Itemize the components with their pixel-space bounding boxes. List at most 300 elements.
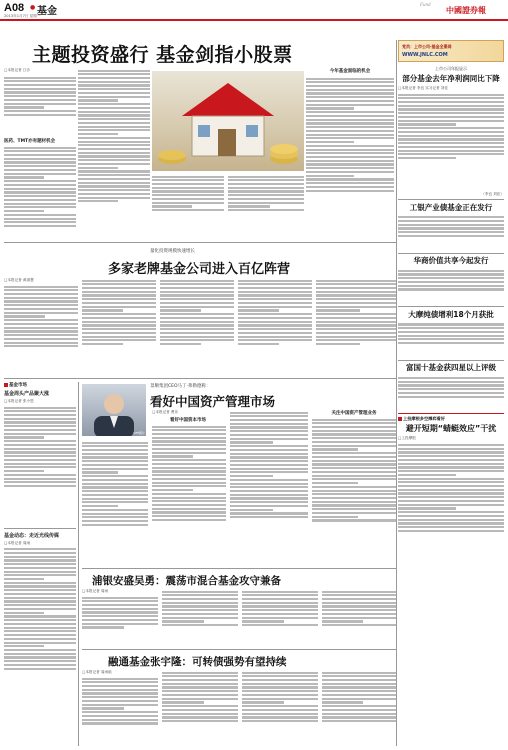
right-s6-text [398,442,504,572]
text-line [4,664,76,666]
text-line [78,189,150,191]
text-line [398,463,504,465]
text-line [4,668,76,670]
text-line [162,613,238,615]
right-s1-text [398,92,504,192]
text-line [322,594,396,596]
text-line [306,111,394,113]
text-line [160,324,234,326]
text-line [312,497,396,499]
text-line [162,672,238,674]
text-line [238,343,279,345]
text-line [242,713,318,715]
text-line [82,678,158,680]
text-line [238,313,312,315]
pe-col-2 [152,424,226,566]
text-line [398,519,504,521]
text-line [4,84,76,86]
text-line [78,114,150,116]
right-s5-headline: 富国十基金获四星以上评级 [406,363,496,373]
text-line [152,497,226,499]
text-line [228,198,304,200]
right-rule-5 [398,413,504,414]
text-line [78,70,150,72]
text-line [238,336,312,338]
text-line [82,456,148,458]
lead-column-3 [152,174,224,232]
text-line [316,306,396,308]
text-line [306,167,394,169]
text-line [306,107,354,109]
text-line [82,486,148,488]
ronghe-byline: □本报记者 周雨晗 [82,670,112,674]
text-line [4,421,76,423]
text-line [78,197,150,199]
text-line [322,591,396,593]
text-line [82,309,123,311]
text-line [230,445,308,447]
text-line [4,91,76,93]
text-line [306,160,394,162]
text-line [4,597,76,599]
text-line [4,289,78,291]
text-line [306,81,394,83]
text-line [4,199,76,201]
right-s6-headline: 避开短期“蜻蜓效应”干扰 [405,424,497,434]
text-line [4,304,78,306]
text-line [82,449,148,451]
text-line [162,694,238,696]
right-rail-divider [396,40,397,746]
text-line [82,719,158,721]
text-line [82,611,158,613]
text-line [322,683,396,685]
text-line [4,158,76,160]
masthead [0,0,508,22]
ronghe-headline: 融通基金张宇隆：可转债强势有望持续 [108,656,287,668]
lead-text-b [4,145,76,265]
pe-body [82,410,396,566]
text-line [306,100,394,102]
text-line [306,178,394,180]
text-line [82,623,158,625]
text-line [242,683,318,685]
text-line [322,701,363,703]
text-line [160,328,234,330]
pufu-col-3 [242,589,318,647]
text-line [152,455,193,457]
ronghe-col-2 [162,670,238,746]
text-line [398,451,504,453]
text-line [78,103,150,105]
lead-column-4 [228,174,304,232]
text-line [242,598,318,600]
left-subhead-2: 基金动态：走近光线传媒 [4,532,60,539]
text-line [4,286,78,288]
lead-text-d [152,174,224,232]
text-line [230,464,308,466]
text-line [398,235,504,237]
text-line [152,198,224,200]
mid-byline: □本报记者 黄淑慧 [4,278,34,282]
text-line [4,630,76,632]
text-line [162,701,204,703]
text-line [152,459,226,461]
text-line [4,485,76,487]
left-byline-2: □本报记者 周雨 [4,540,31,545]
text-line [398,116,504,118]
text-line [306,78,394,80]
text-line [242,594,318,596]
text-line [322,694,396,696]
lead-bottom-rule [4,242,396,243]
mid-bottom-rule [4,378,396,379]
text-line [82,696,158,698]
text-line [162,705,238,707]
text-line [398,335,504,337]
text-line [4,150,76,152]
text-line [152,179,224,181]
text-line [242,675,318,677]
text-line [398,270,504,272]
text-line [82,615,158,617]
text-line [242,672,318,674]
text-line [4,634,76,636]
text-line [82,685,158,687]
text-line [152,440,226,442]
text-line [398,224,504,226]
text-line [82,453,148,455]
text-line [322,620,363,622]
text-line [4,297,78,299]
right-first-label: 上市公司年报显示 [435,66,467,71]
text-line [4,176,44,178]
text-line [4,559,76,561]
text-line [4,206,76,208]
text-line [316,332,396,334]
today-box-head: 今年基金面临的机会 [329,69,371,74]
text-line [152,429,226,431]
text-line [230,505,308,507]
text-line [4,110,76,112]
text-line [4,425,76,427]
text-line [162,698,238,700]
right-s2-text [398,215,504,251]
text-line [398,526,504,528]
text-line [242,609,318,611]
text-line [82,692,158,694]
text-line [160,309,201,311]
left-subhead: 基金周头产品聚大涨 [4,391,50,397]
text-line [152,474,226,476]
right-s4-text [398,322,504,358]
text-line [4,221,76,223]
text-line [322,602,396,604]
text-line [4,582,76,584]
right-rule-2 [398,253,504,254]
left-text-2 [4,547,76,725]
text-line [82,475,148,477]
right-rule-4 [398,360,504,361]
text-line [152,190,224,192]
text-line [82,283,156,285]
text-line [160,291,234,293]
text-line [4,342,78,344]
text-line [82,715,158,717]
text-line [312,467,396,469]
text-line [4,470,44,472]
text-line [78,122,150,124]
text-line [78,178,150,180]
text-line [4,444,76,446]
pufu-headline: 浦银安盛吴勇：震荡市混合基金攻守兼备 [92,575,281,587]
text-line [4,218,76,220]
text-line [4,440,76,442]
text-line [160,321,234,323]
text-line [4,429,76,431]
text-line [322,690,396,692]
ronghe-col-3 [242,670,318,746]
text-line [238,302,312,304]
text-line [152,470,226,472]
text-line [4,627,76,629]
text-line [78,92,150,94]
text-line [4,188,76,190]
text-line [4,345,78,347]
medicine-box-head: 医药、TMT亦有题材机会 [4,139,56,144]
left-rule [4,528,76,529]
text-line [316,339,396,341]
text-line [152,504,226,506]
pufu-col-2 [162,589,238,647]
text-line [242,602,318,604]
text-line [82,520,148,522]
text-line [322,679,396,681]
text-line [152,482,226,484]
text-line [242,701,284,703]
text-line [4,433,76,435]
text-line [322,709,396,711]
text-line [242,605,318,607]
text-line [78,81,150,83]
text-line [398,500,504,502]
text-line [4,642,76,644]
text-line [4,147,76,149]
text-line [230,486,308,488]
text-line [242,591,318,593]
text-line [322,686,396,688]
text-line [238,298,312,300]
text-line [4,293,78,295]
text-line [398,216,504,218]
text-line [152,508,226,510]
text-line [312,482,358,484]
text-line [398,331,504,333]
text-line [82,294,156,296]
text-line [4,114,76,116]
text-line [152,452,226,454]
text-line [230,475,273,477]
text-line [162,605,238,607]
ad-text-2: WWW.JNLC.COM [402,52,448,58]
text-line [4,455,76,457]
left-heading: 基金市场 [4,382,76,388]
pe-bottom-rule [82,568,396,569]
text-line [82,681,158,683]
text-line [160,302,234,304]
text-line [152,489,193,491]
text-line [78,200,118,202]
text-line [82,501,148,503]
text-line [4,308,78,310]
text-line [398,474,456,476]
text-line [82,306,156,308]
text-line [322,672,396,674]
text-line [78,84,150,86]
mid-body [4,278,396,376]
text-line [230,471,308,473]
text-line [4,180,76,182]
text-line [82,483,148,485]
text-line [322,716,396,718]
text-line [82,700,158,702]
text-line [4,436,44,438]
text-line [398,384,504,386]
text-line [4,612,44,614]
text-line [4,154,76,156]
text-line [398,377,504,379]
text-line [4,567,76,569]
text-line [82,287,156,289]
text-line [160,336,234,338]
text-line [4,195,76,197]
text-line [398,470,504,472]
text-line [322,675,396,677]
text-line [4,653,76,655]
text-line [4,323,78,325]
text-line [230,438,308,440]
text-line [4,638,76,640]
ronghe-col-4 [322,670,396,746]
text-line [398,101,504,103]
text-line [82,711,158,713]
text-line [306,119,394,121]
text-line [162,591,238,593]
text-line [398,504,504,506]
text-line [78,88,150,90]
text-line [78,129,150,131]
text-line [160,306,234,308]
right-s1-end: （李良 刘佳） [481,192,504,196]
text-line [162,683,238,685]
text-line [398,288,504,290]
text-line [4,600,76,602]
text-line [82,524,148,526]
text-line [398,231,504,233]
text-line [78,163,150,165]
text-line [4,593,76,595]
left-byline-1: □本报记者 张小恩 [4,399,34,403]
text-line [4,191,76,193]
text-line [230,501,308,503]
text-line [4,615,76,617]
text-line [4,459,76,461]
text-line [398,459,504,461]
text-line [162,675,238,677]
text-line [312,508,396,510]
text-line [160,313,234,315]
text-line [230,483,308,485]
text-line [160,317,234,319]
text-line [312,456,396,458]
text-line [162,609,238,611]
text-line [152,485,226,487]
text-line [398,277,504,279]
text-line [306,182,394,184]
text-line [306,190,394,192]
text-line [152,183,224,185]
text-line [306,149,394,151]
text-line [242,705,318,707]
text-line [82,494,148,496]
text-line [82,513,148,515]
text-line [162,690,238,692]
text-line [82,619,158,621]
text-line [4,330,78,332]
text-line [228,187,304,189]
left-column-divider [78,382,79,746]
text-line [230,494,308,496]
text-line [78,126,150,128]
mid-col-4 [238,278,312,376]
text-line [152,437,226,439]
pufu-col-1 [82,595,158,647]
section-dot: ● [30,4,36,11]
text-line [230,479,308,481]
text-line [160,280,234,282]
text-line [398,507,456,509]
text-line [316,336,396,338]
right-s4-headline: 大摩纯债增利18个月获批 [408,309,494,319]
text-line [4,77,76,79]
text-line [4,418,76,420]
text-line [398,138,504,140]
text-line [230,460,308,462]
text-line [398,485,504,487]
text-line [322,605,396,607]
text-line [398,285,504,287]
text-line [4,585,76,587]
text-line [316,302,396,304]
ad-banner[interactable] [398,40,504,62]
text-line [316,298,396,300]
lead-text-a [4,75,76,135]
text-line [306,130,394,132]
text-line [242,686,318,688]
pufu-bottom-rule [82,649,396,650]
text-line [398,135,504,137]
text-line [398,392,504,394]
pufu-byline: □本报记者 周雨 [82,589,109,593]
text-line [230,426,308,428]
section-name: 基金 [37,6,57,17]
text-line [82,600,158,602]
text-line [4,410,76,412]
pe-photo-caption: CFP图片 [133,431,145,435]
text-line [162,720,238,722]
text-line [78,182,150,184]
text-line [398,142,504,144]
